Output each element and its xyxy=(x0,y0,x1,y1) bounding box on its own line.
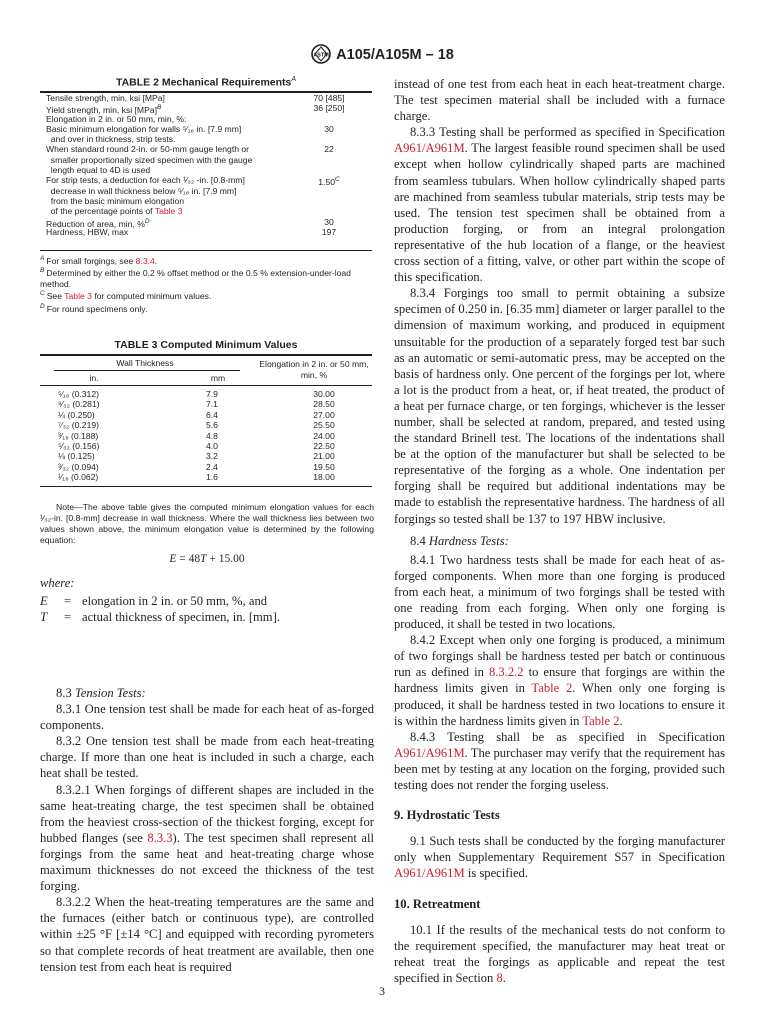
table3-row xyxy=(54,420,372,430)
link-table-2-a[interactable]: Table 2 xyxy=(531,681,573,696)
table2-row xyxy=(46,196,366,206)
table2-value: 30 xyxy=(324,216,334,227)
table3-cell-in: ³⁄₃₂ (0.094) xyxy=(58,461,99,472)
para-10-1: 10.1 If the results of the mechanical tests do not conform to the requirement specified, the manufacturer may heat treat or reheat treat the forgings as applicable and repeat the test specified in Section 8. xyxy=(394,922,725,985)
table3-cell-in: ⁹⁄₃₂ (0.281) xyxy=(58,399,100,410)
where-label: where: xyxy=(40,576,75,590)
page-header xyxy=(0,44,764,64)
table2-desc: Reduction of area, min, %$^D$ xyxy=(46,217,150,229)
table3-cell-in: ¹⁄₁₆ (0.062) xyxy=(58,472,99,483)
table3-cell-mm: 7.9 xyxy=(206,389,218,399)
table3-row xyxy=(54,441,372,451)
link-a961-1[interactable]: A961/A961M xyxy=(394,141,465,156)
table2-desc: smaller proportionally sized specimen with the gauge xyxy=(46,154,253,165)
table2-row xyxy=(46,144,366,154)
para-8-4-2: 8.4.2 Except when only one forging is produced, a minimum of two forgings shall be hardness tested per batch or continuous run as defined in 8.3.2.2 to ensure that forgings are within the hardness limits given in Table 2. When only one forging is produced, it shall be hardness tested in two locations to ensure it is within the hardness limits given in Table 2. xyxy=(394,633,725,728)
table2-footnote: $^D$ For round specimens only. xyxy=(40,302,148,314)
table3-cell-in: ⁵⁄₃₂ (0.156) xyxy=(58,441,100,452)
table2-desc: decrease in wall thickness below ⁵⁄₁₆ in. [7.9 mm] xyxy=(46,185,237,196)
table2-desc: Tensile strength, min, ksi [MPa] xyxy=(46,93,165,103)
table3-row xyxy=(54,472,372,482)
para-8-3-2-1: 8.3.2.1 When forgings of different shapes are included in the same heat-treating charge, the test specimen shall be obtained from the heaviest cross-section of the thickest forging, except for hubbed flanges (see 8.3.3). The test specimen shall represent all forgings from the same heat and heat-treating charge whose maximum thicknesses do not exceed the thickness of the test forging. xyxy=(40,782,374,894)
table2-desc: Basic minimum elongation for walls ⁵⁄₁₆ in. [7.9 mm] xyxy=(46,123,242,134)
table2-row xyxy=(46,186,366,196)
link-table-3[interactable]: Table 3 xyxy=(154,206,183,217)
table2-row xyxy=(46,227,366,237)
table2-desc: Hardness, HBW, max xyxy=(46,226,129,237)
table2-desc: of the percentage points of Table 3 xyxy=(46,206,183,217)
astm-logo-icon xyxy=(310,44,332,64)
table3-cell-mm: 5.6 xyxy=(206,420,218,431)
table3-cell-in: ¼ (0.250) xyxy=(58,409,95,420)
para-8-4-3: 8.4.3 Testing shall be as specified in Specification A961/A961M. The purchaser may verify that the requirement has been met by testing at any location on the forging, provided such testing does not render the forging useless. xyxy=(394,729,725,793)
table2-body xyxy=(46,93,366,237)
table2-desc: Elongation in 2 in. or 50 mm, min, %: xyxy=(46,113,187,124)
table2-value: 197 xyxy=(321,226,337,237)
table2-row xyxy=(46,93,366,103)
table3-cell-elong: 25.50 xyxy=(313,420,335,431)
table3-cell-elong: 21.00 xyxy=(313,451,335,462)
equation-definitions xyxy=(40,593,374,625)
table2-desc: length equal to 4D is used xyxy=(46,165,151,176)
para-8-3-2-2: 8.3.2.2 When the heat-treating temperatures are the same and the furnaces (either batch or continuous type), are controlled within ±25 °F [±14 °C] and equipped with recording pyrometers so that complete records of heat treatment are available, then one tension test from each heat is required xyxy=(40,895,374,974)
link-table-2-b[interactable]: Table 2 xyxy=(582,713,620,728)
footnote-link[interactable]: Table 3 xyxy=(64,291,92,302)
para-8-3-1: 8.3.1 One tension test shall be made for each heat of as-forged components. xyxy=(40,702,374,733)
table3-cell-mm: 6.4 xyxy=(206,409,218,420)
table3-col-in: in. xyxy=(89,373,99,383)
section-8-3-heading: 8.3 Tension Tests: xyxy=(56,686,146,700)
table2-value: 70 [485] xyxy=(313,93,345,103)
table3-cell-mm: 7.1 xyxy=(206,399,218,410)
table2-footnote: $^C$ See Table 3 for computed minimum values. xyxy=(40,290,212,302)
table2-row xyxy=(46,134,366,144)
table3-cell-elong: 18.00 xyxy=(313,472,335,483)
table3-row xyxy=(54,410,372,420)
table3-cell-mm: 3.2 xyxy=(206,451,218,462)
table2-desc: For strip tests, a deduction for each ¹⁄₃₂ -in. [0.8-mm] xyxy=(46,175,245,186)
table3-cell-elong: 19.50 xyxy=(313,461,335,472)
table2-caption: TABLE 2 Mechanical Requirements$^A$ xyxy=(115,76,297,89)
right-column xyxy=(394,76,725,986)
table3-row xyxy=(54,462,372,472)
table3-note: Note—The above table gives the computed minimum elongation values for each ¹⁄₃₂-in. [0.8-mm] decrease in wall thickness. Where the wall thickness lies between two values shown above, the minimum elongation value is determined by the following equation: xyxy=(40,502,374,545)
footnote-link[interactable]: 8.3.4 xyxy=(135,255,155,266)
link-8-3-3[interactable]: 8.3.3 xyxy=(147,830,173,845)
para-continued: instead of one test from each heat in each heat-treatment charge. The test specimen material shall be included with a furnace charge. xyxy=(394,77,725,124)
table2-row xyxy=(46,103,366,116)
table2-row xyxy=(46,217,366,227)
table3-col-elong: Elongation in 2 in. or 50 mm, min, % xyxy=(259,359,369,380)
link-section-8[interactable]: 8 xyxy=(496,970,503,985)
table3-cell-elong: 30.00 xyxy=(313,389,335,399)
table3-row xyxy=(54,399,372,409)
table3-cell-elong: 28.50 xyxy=(313,399,335,410)
section-8-4-heading: 8.4 Hardness Tests: xyxy=(410,533,509,548)
table2-row xyxy=(46,124,366,134)
equation-definition: E = elongation in 2 in. or 50 mm, %, and xyxy=(40,594,268,608)
link-8-3-2-2[interactable]: 8.3.2.2 xyxy=(488,665,524,680)
table3-cell-in: ⅛ (0.125) xyxy=(58,451,95,462)
table2-footnotes xyxy=(40,254,374,314)
table2-value: 30 xyxy=(324,123,334,134)
table2-value: 22 xyxy=(324,144,334,155)
section-10-heading: 10. Retreatment xyxy=(394,896,481,911)
table2-row xyxy=(46,175,366,188)
table3-row xyxy=(54,389,372,399)
table2-row xyxy=(46,165,366,175)
equation-definition: T = actual thickness of specimen, in. [mm]. xyxy=(40,610,280,624)
table3-cell-mm: 2.4 xyxy=(206,461,218,472)
link-a961-3[interactable]: A961/A961M xyxy=(394,866,465,881)
table2-row xyxy=(46,114,366,124)
para-8-3-4: 8.3.4 Forgings too small to permit obtaining a subsize specimen of 0.250 in. [6.35 mm] diameter or larger parallel to the dimension of maximum working, and produced in equipment unsuitable for the production of a separately forged test bar such as an automatic or semi-automatic press, may be accepted on the basis of hardness only. One percent of the forgings per lot, where a lot is the product from a heat, or, if heat treated, the product of a heat per furnace charge, or ten forgings, whichever is the lesser number, shall be selected at random, prepared, and tested using the standard Brinell test. The locations of the indentations shall be at the option of the manufacturer but shall be selected to be representative of the forging as a whole. One indentation per forging shall be required but additional indentations may be made to establish the representative hardness. The hardness of all forgings so tested shall be 137 to 197 HBW inclusive. xyxy=(394,286,725,526)
table2-desc: from the basic minimum elongation xyxy=(46,195,185,206)
para-8-3-3: 8.3.3 Testing shall be performed as specified in Specification A961/A961M. The largest feasible round specimen shall be used except when hollow cylindrically shaped parts are machined from seamless tubulars. When hollow cylindrically shaped parts are machined from seamless tubular materials, strip tests may be used. The tension test specimen shall be obtained from a production forging, or from an integral prolongation representative of the hub location of a flange, or the heaviest cross section of a fitting, valve, or other part within the scope of this specification. xyxy=(394,125,725,285)
table3-cell-in: ⁵⁄₁₆ (0.312) xyxy=(58,389,99,399)
table3-cell-mm: 1.6 xyxy=(206,472,218,483)
link-a961-2[interactable]: A961/A961M xyxy=(394,745,465,760)
table2-desc: and over in thickness, strip tests. xyxy=(46,134,176,145)
table3-cell-elong: 22.50 xyxy=(313,441,335,452)
table3-caption: TABLE 3 Computed Minimum Values xyxy=(114,339,298,351)
table3-row xyxy=(54,451,372,461)
table2-desc: Yield strength, min, ksi [MPa]$^B$ xyxy=(46,104,162,116)
svg-text:ASTM: ASTM xyxy=(313,52,329,59)
page-number: 3 xyxy=(379,984,385,998)
table3-cell-mm: 4.0 xyxy=(206,441,218,452)
elongation-equation: E = 48T + 15.00 xyxy=(169,553,245,565)
table3-cell-mm: 4.8 xyxy=(206,430,218,441)
table2-value: $1.50^C$ xyxy=(318,176,340,188)
table3-col-mm: mm xyxy=(210,373,226,383)
left-column xyxy=(40,685,374,975)
section-9-heading: 9. Hydrostatic Tests xyxy=(394,808,500,823)
table2-row xyxy=(46,155,366,165)
table3-col-wall: Wall Thickness xyxy=(116,358,174,368)
table2-desc: When standard round 2-in. or 50-mm gauge length or xyxy=(46,144,250,155)
table3-cell-elong: 27.00 xyxy=(313,409,335,420)
table3-cell-in: ⁷⁄₃₂ (0.219) xyxy=(58,420,99,431)
table2-row xyxy=(46,206,366,216)
table3-cell-elong: 24.00 xyxy=(313,430,335,441)
para-9-1: 9.1 Such tests shall be conducted by the forging manufacturer only when Supplementary Requirement S57 in Specification A961/A961M is specified. xyxy=(394,834,725,881)
standard-designation: A105/A105M – 18 xyxy=(336,47,454,63)
table3-cell-in: ³⁄₁₆ (0.188) xyxy=(58,430,99,441)
para-8-3-2: 8.3.2 One tension test shall be made from each heat-treating charge. If more than one heat is included in such a charge, each heat shall be tested. xyxy=(40,734,374,781)
table2-footnote: $^B$ Determined by either the 0.2 % offset method or the 0.5 % extension-under-load method. xyxy=(40,267,351,289)
para-8-4-1: 8.4.1 Two hardness tests shall be made for each heat of as-forged components. When more than one forging is produced from each heat, a minimum of two forgings shall be tested with one reading from each forging. When only one forging is produced, it shall be tested in two locations. xyxy=(394,552,725,632)
table2-value: 36 [250] xyxy=(313,103,345,114)
table3-body xyxy=(54,389,372,483)
table2-footnote: $^A$ For small forgings, see 8.3.4. xyxy=(40,255,158,266)
table3-row xyxy=(54,431,372,441)
